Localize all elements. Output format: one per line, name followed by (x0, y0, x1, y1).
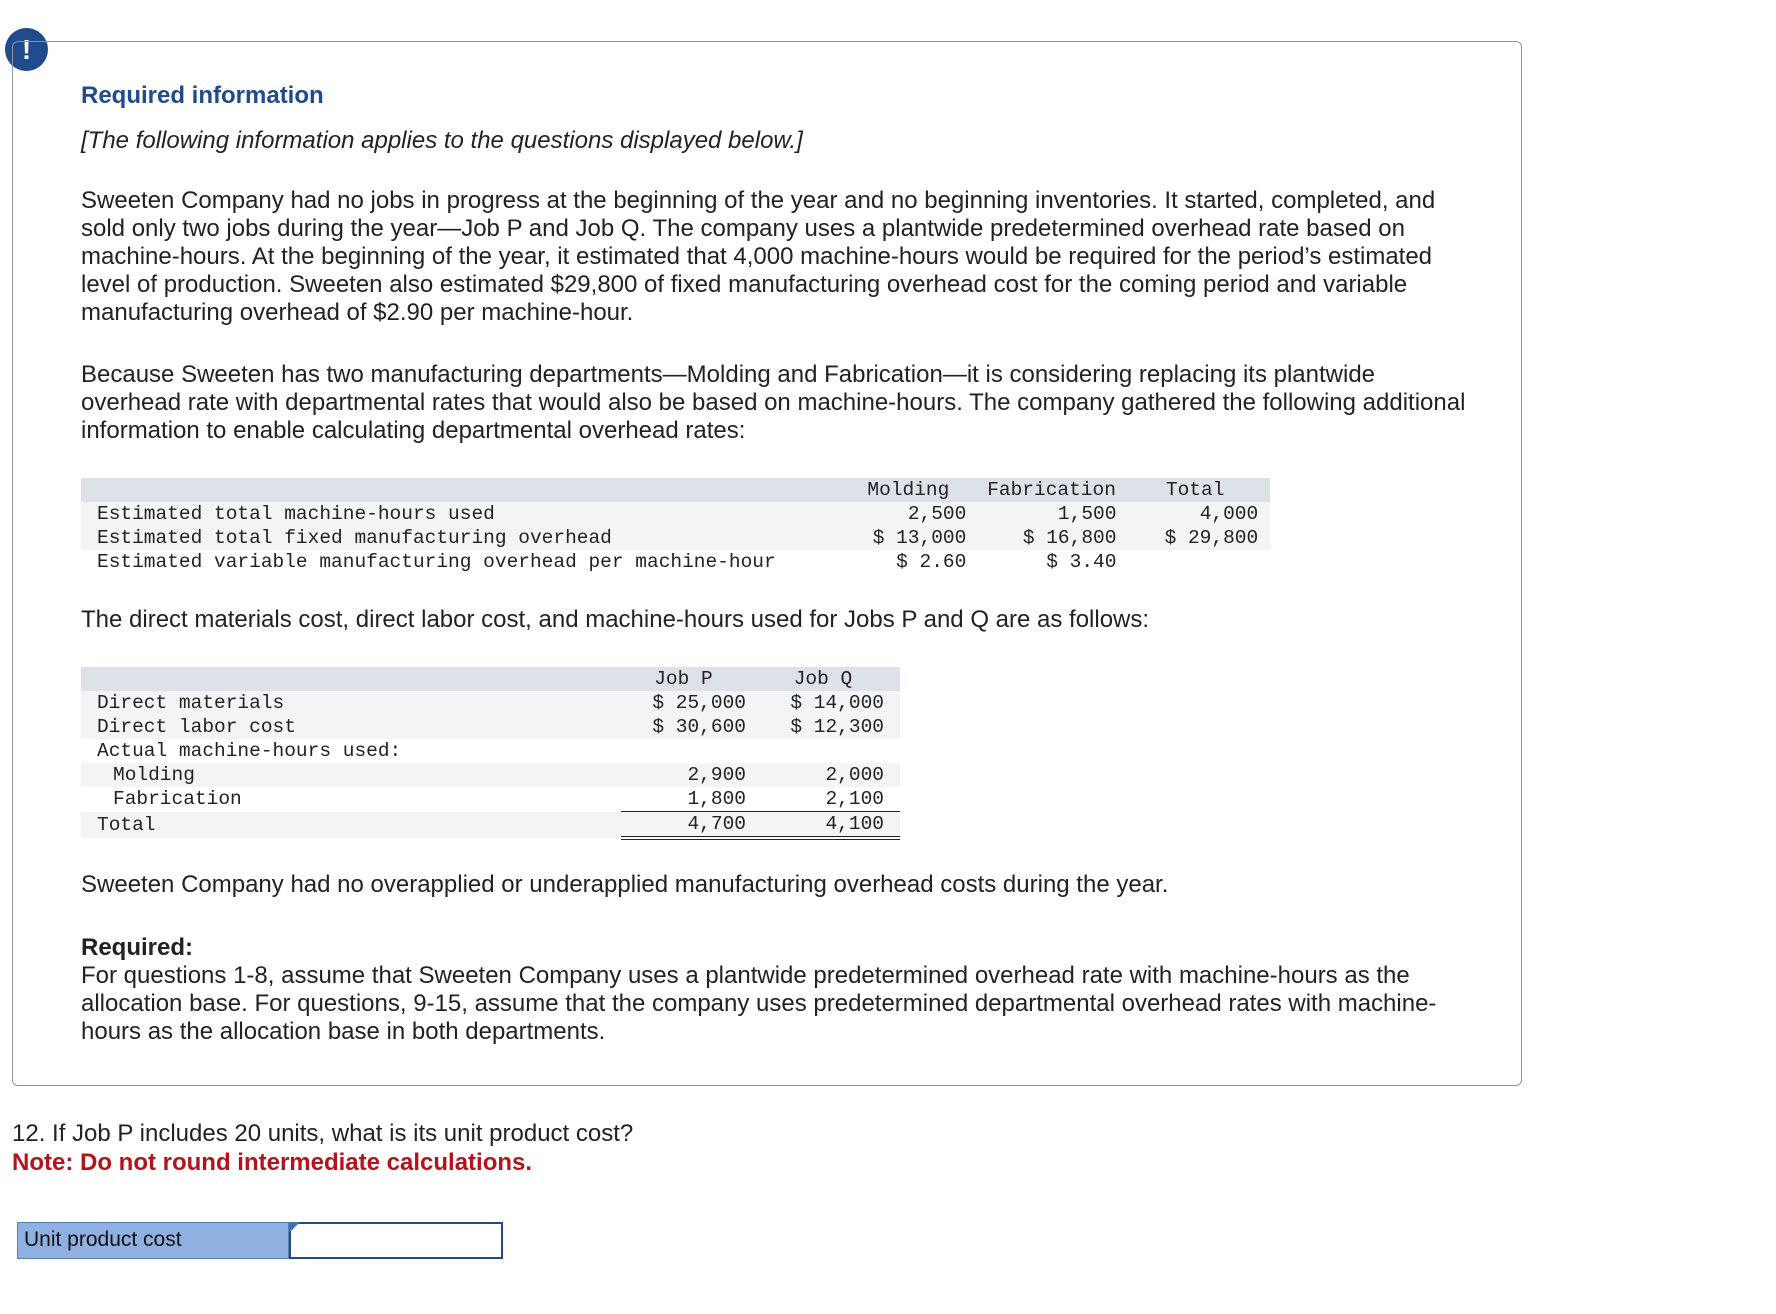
departmental-overhead-table (81, 478, 1270, 574)
table-row (81, 763, 900, 787)
cell-value: 2,000 (825, 764, 884, 786)
table-row (81, 715, 900, 739)
required-text: For questions 1-8, assume that Sweeten Company uses a plantwide predetermined overhead rate with machine-hours as the allocation base. For questions, 9-15, assume that the company uses predetermined departmental overhead rates with machine-hours as the allocation base in both departments. (81, 962, 1437, 1045)
departments-paragraph: Because Sweeten has two manufacturing departments—Molding and Fabrication—it is considering replacing its plantwide overhead rate with departmental rates that would also be based on machine-hours. The company gathered the following additional information to enable calculating departmental overhead rates: (81, 361, 1466, 444)
cell-value: $ 3.40 (1046, 551, 1117, 573)
jobs-table (81, 667, 900, 840)
column-header-fabrication: Fabrication (987, 479, 1116, 501)
cell-value (1132, 550, 1258, 574)
cell-value: 4,100 (762, 812, 884, 839)
question-text: 12. If Job P includes 20 units, what is its unit product cost? (12, 1120, 634, 1147)
table-header-row (81, 667, 900, 691)
cell-value: $ 30,600 (652, 716, 746, 738)
cell-value: 4,000 (1199, 503, 1259, 525)
required-title: Required: (81, 934, 194, 961)
column-header-total: Total (1165, 479, 1225, 501)
cell-value: $ 13,000 (872, 527, 967, 549)
question-note: Note: Do not round intermediate calculations. (12, 1149, 533, 1176)
company-description-paragraph: Sweeten Company had no jobs in progress at the beginning of the year and no beginning inventories. It started, completed, and sold only two jobs during the year—Job P and Job Q. The company uses a plantwide predetermined overhead rate based on machine-hours. At the beginning of the year, it estimated that 4,000 machine-hours would be required for the period’s estimated level of production. Sweeten also estimated $29,800 of fixed manufacturing overhead cost for the coming period and variable manufacturing overhead of $2.90 per machine-hour. (81, 187, 1436, 326)
row-label: Estimated total machine-hours used (97, 503, 495, 525)
row-label: Actual machine-hours used: (97, 740, 402, 762)
unit-product-cost-label: Unit product cost (17, 1222, 289, 1259)
table-row (81, 787, 900, 812)
column-header-molding: Molding (867, 479, 950, 501)
input-corner-marker-icon (289, 1222, 300, 1233)
row-label: Direct labor cost (97, 716, 296, 738)
cell-value: $ 12,300 (790, 716, 884, 738)
table-header-row (81, 478, 1270, 502)
column-header-job-q: Job Q (793, 668, 853, 690)
alert-icon: ! (5, 28, 48, 71)
table-row (81, 550, 1270, 574)
cell-value: 4,700 (621, 812, 746, 839)
cell-value: 2,500 (907, 503, 967, 525)
cell-value: 1,500 (1057, 503, 1117, 525)
jobs-intro-paragraph: The direct materials cost, direct labor cost, and machine-hours used for Jobs P and Q are as follows: (81, 606, 1150, 633)
row-label: Molding (113, 764, 195, 786)
intro-note: [The following information applies to the questions displayed below.] (81, 127, 803, 154)
row-label: Estimated total fixed manufacturing overhead (97, 527, 612, 549)
unit-product-cost-input[interactable] (289, 1222, 503, 1259)
table-row (81, 691, 900, 715)
table-row (81, 526, 1270, 550)
cell-value: $ 16,800 (1022, 527, 1117, 549)
row-label: Fabrication (113, 788, 242, 811)
column-header-job-p: Job P (654, 668, 713, 690)
answer-row (17, 1222, 503, 1259)
cell-value: 2,900 (687, 764, 746, 786)
table-row (81, 739, 900, 763)
cell-value: 2,100 (762, 787, 884, 812)
cell-value: $ 2.60 (896, 551, 967, 573)
row-label: Total (97, 813, 156, 836)
table-row (81, 502, 1270, 526)
required-information-heading: Required information (81, 82, 324, 109)
required-paragraph (81, 934, 1471, 1046)
row-label: Direct materials (97, 692, 285, 714)
table-row (81, 812, 900, 839)
cell-value: $ 14,000 (790, 692, 884, 714)
cell-value: $ 25,000 (652, 692, 746, 714)
cell-value: 1,800 (621, 787, 746, 812)
overhead-statement-paragraph: Sweeten Company had no overapplied or underapplied manufacturing overhead costs during the year. (81, 871, 1169, 898)
cell-value: $ 29,800 (1164, 527, 1259, 549)
row-label: Estimated variable manufacturing overhead per machine-hour (97, 551, 776, 573)
